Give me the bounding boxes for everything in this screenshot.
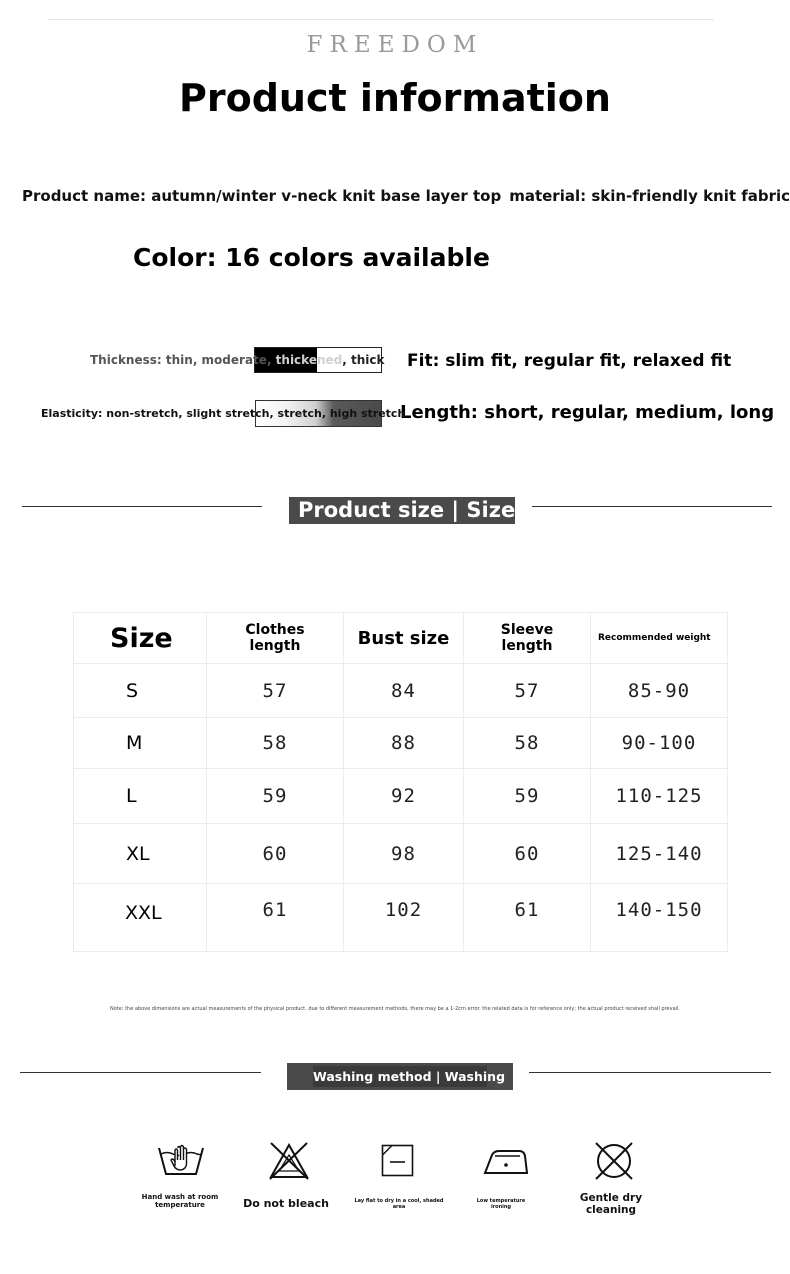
row-weight: 90-100 <box>591 718 728 769</box>
header-recommended-weight: Recommended weight <box>591 613 728 664</box>
elasticity-attribute <box>41 400 405 427</box>
product-name: Product name: autumn/winter v-neck knit base layer top <box>22 187 502 205</box>
size-table <box>73 612 728 952</box>
flat-dry-shade-icon <box>381 1144 414 1177</box>
size-section-banner: Product size | Size <box>289 497 515 524</box>
table-row <box>74 884 728 952</box>
row-clothes-length: 61 <box>207 884 344 952</box>
table-row <box>74 718 728 769</box>
row-clothes-length: 59 <box>207 769 344 824</box>
header-clothes-length <box>207 613 344 664</box>
product-color: Color: 16 colors available <box>133 243 490 272</box>
flat-dry-shade-label <box>345 1199 453 1210</box>
thickness-options-b: , thick <box>342 353 385 367</box>
thickness-label: Thickness: <box>90 353 162 367</box>
washing-divider-left <box>20 1072 261 1073</box>
size-divider-right <box>532 506 772 507</box>
low-iron-label <box>459 1199 543 1210</box>
header-clothes-line2: length <box>249 638 301 654</box>
row-clothes-length: 60 <box>207 824 344 884</box>
row-bust-size: 92 <box>344 769 464 824</box>
low-iron-label-line2: ironing <box>490 1203 512 1210</box>
washing-section-banner <box>287 1063 513 1090</box>
elasticity-text <box>41 407 405 420</box>
product-material: material: skin-friendly knit fabric <box>509 187 790 205</box>
washing-divider-right <box>529 1072 771 1073</box>
thickness-text <box>90 353 384 367</box>
row-size: S <box>74 664 207 718</box>
row-clothes-length: 58 <box>207 718 344 769</box>
row-weight: 110-125 <box>591 769 728 824</box>
hand-wash-icon <box>157 1140 205 1178</box>
do-not-bleach-label <box>236 1198 336 1210</box>
table-row <box>74 769 728 824</box>
header-clothes-line1: Clothes <box>245 622 305 638</box>
header-size: Size <box>74 613 207 664</box>
row-weight: 140-150 <box>591 884 728 952</box>
header-bust-size: Bust size <box>344 613 464 664</box>
low-iron-icon <box>483 1146 529 1176</box>
row-bust-size: 98 <box>344 824 464 884</box>
hand-wash-label-line2: temperature <box>155 1200 205 1209</box>
row-sleeve-length: 57 <box>464 664 591 718</box>
do-not-bleach-icon <box>268 1141 310 1181</box>
row-sleeve-length: 59 <box>464 769 591 824</box>
gentle-dry-clean-label-line2: cleaning <box>585 1203 637 1216</box>
length-attribute: Length: short, regular, medium, long <box>400 402 775 423</box>
flat-dry-shade-label-line1: Lay flat to dry in a cool, shaded <box>354 1198 444 1204</box>
thickness-options-a: thin, moderate, <box>161 353 272 367</box>
washing-banner-label: Washing method | Washing <box>313 1066 487 1087</box>
row-weight: 85-90 <box>591 664 728 718</box>
elasticity-options-a: non-stretch, slight stretch, <box>102 407 274 420</box>
hand-wash-label-line1: Hand wash at room <box>141 1193 219 1201</box>
flat-dry-shade-label-line2: area <box>392 1203 406 1210</box>
row-bust-size: 102 <box>344 884 464 952</box>
header-sleeve-length <box>464 613 591 664</box>
elasticity-options-b: high stretch <box>326 407 406 420</box>
row-bust-size: 84 <box>344 664 464 718</box>
gentle-dry-clean-icon <box>593 1140 635 1182</box>
size-divider-left <box>22 506 262 507</box>
gentle-dry-clean-label <box>566 1193 656 1216</box>
thickness-attribute <box>90 347 384 373</box>
gentle-dry-clean-label-line1: Gentle dry <box>579 1192 643 1204</box>
thickness-selected: thickened <box>271 353 343 367</box>
table-row <box>74 824 728 884</box>
elasticity-label: Elasticity: <box>41 407 103 420</box>
row-clothes-length: 57 <box>207 664 344 718</box>
top-divider <box>48 19 714 20</box>
low-iron-label-line1: Low temperature <box>476 1198 526 1204</box>
row-bust-size: 88 <box>344 718 464 769</box>
measurement-note: Note: the above dimensions are actual measurements of the physical product. due to different measurement methods, there may be a 1-2cm error. the related data is for reference only; the actual product received shall prevail. <box>109 1006 681 1012</box>
elasticity-selected: stretch, <box>273 407 327 420</box>
row-size: M <box>74 718 207 769</box>
row-weight: 125-140 <box>591 824 728 884</box>
row-sleeve-length: 60 <box>464 824 591 884</box>
row-sleeve-length: 58 <box>464 718 591 769</box>
hand-wash-label <box>132 1194 228 1209</box>
row-size: XXL <box>74 884 207 952</box>
do-not-bleach-label-line1: Do not bleach <box>243 1197 329 1210</box>
fit-attribute: Fit: slim fit, regular fit, relaxed fit <box>407 351 732 371</box>
row-sleeve-length: 61 <box>464 884 591 952</box>
table-row <box>74 664 728 718</box>
header-sleeve-line1: Sleeve <box>500 622 554 638</box>
brand-name: FREEDOM <box>306 32 484 58</box>
product-name-line <box>22 187 790 205</box>
size-table-header <box>74 613 728 664</box>
page-title: Product information <box>179 76 611 120</box>
header-sleeve-line2: length <box>501 638 553 654</box>
row-size: L <box>74 769 207 824</box>
row-size: XL <box>74 824 207 884</box>
